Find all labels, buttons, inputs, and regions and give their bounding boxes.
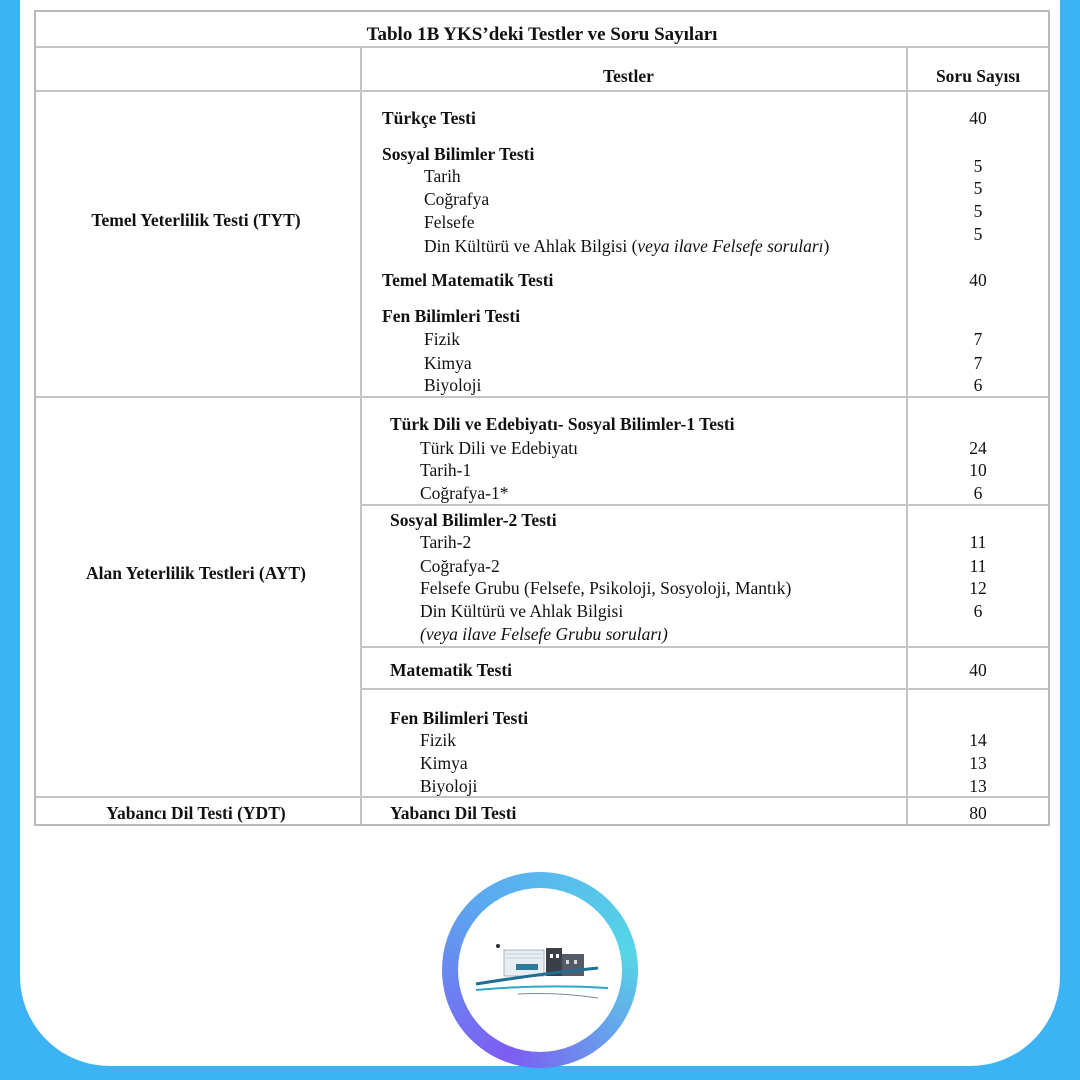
tyt-matematik-count: 40 (969, 270, 987, 290)
ydt-test: Yabancı Dil Testi (390, 803, 517, 823)
tyt-fizik: Fizik (424, 329, 460, 349)
ayt-fen: Fen Bilimleri Testi (390, 708, 529, 728)
tyt-cografya: Coğrafya (424, 189, 490, 209)
ayt-cografya1-count: 6 (973, 483, 983, 503)
tyt-kimya-count: 7 (973, 353, 983, 373)
ayt-sosyal2: Sosyal Bilimler-2 Testi (390, 510, 557, 530)
logo-ring (442, 872, 638, 1068)
tyt-felsefe-count: 5 (973, 201, 983, 221)
tyt-turkce-count: 40 (969, 108, 987, 128)
ayt-din-count: 6 (973, 601, 983, 621)
ayt-kimya-count: 13 (969, 753, 987, 773)
tyt-label: Temel Yeterlilik Testi (TYT) (91, 210, 301, 230)
table-title: Tablo 1B YKS’deki Testler ve Soru Sayıları (366, 24, 718, 45)
ayt-biyoloji-count: 13 (969, 776, 987, 796)
tyt-turkce: Türkçe Testi (382, 108, 476, 128)
ayt-biyoloji: Biyoloji (420, 776, 478, 796)
ayt-cografya1: Coğrafya-1* (420, 483, 509, 503)
yks-table (34, 10, 1050, 826)
ayt-turk-dili: Türk Dili ve Edebiyatı (420, 438, 578, 458)
tyt-kimya: Kimya (424, 353, 472, 373)
ayt-turk-dili-count: 24 (969, 438, 987, 458)
tyt-tarih: Tarih (424, 166, 461, 186)
tyt-matematik: Temel Matematik Testi (382, 270, 554, 290)
ayt-cografya2: Coğrafya-2 (420, 556, 500, 576)
ydt-label: Yabancı Dil Testi (YDT) (106, 803, 286, 823)
tyt-fen: Fen Bilimleri Testi (382, 306, 521, 326)
ayt-fizik-count: 14 (969, 730, 987, 750)
ayt-din-note: (veya ilave Felsefe Grubu soruları) (420, 624, 668, 644)
tyt-felsefe: Felsefe (424, 212, 475, 232)
ydt-count: 80 (969, 803, 987, 823)
tyt-cografya-count: 5 (973, 178, 983, 198)
ayt-tarih1-count: 10 (969, 460, 987, 480)
header-count: Soru Sayısı (935, 66, 1021, 86)
ayt-kimya: Kimya (420, 753, 468, 773)
ayt-edebiyat: Türk Dili ve Edebiyatı- Sosyal Bilimler-1 Testi (390, 414, 735, 434)
ayt-tarih2-count: 11 (969, 532, 987, 552)
tyt-tarih-count: 5 (973, 156, 983, 176)
tyt-din: Din Kültürü ve Ahlak Bilgisi (veya ilave Felsefe soruları) (424, 236, 830, 256)
ayt-felsefe-grubu-count: 12 (969, 578, 987, 598)
tyt-din-count: 5 (973, 224, 983, 244)
ayt-felsefe-grubu: Felsefe Grubu (Felsefe, Psikoloji, Sosyoloji, Mantık) (420, 578, 792, 598)
bridge-logo-icon (458, 888, 622, 1052)
ayt-din: Din Kültürü ve Ahlak Bilgisi (420, 601, 624, 621)
header-tests: Testler (603, 66, 654, 86)
ayt-label: Alan Yeterlilik Testleri (AYT) (86, 563, 306, 583)
ayt-tarih2: Tarih-2 (420, 532, 472, 552)
ayt-fizik: Fizik (420, 730, 456, 750)
ayt-cografya2-count: 11 (969, 556, 987, 576)
tyt-biyoloji-count: 6 (973, 375, 983, 395)
tyt-biyoloji: Biyoloji (424, 375, 482, 395)
ayt-matematik-count: 40 (969, 660, 987, 680)
ayt-matematik: Matematik Testi (390, 660, 513, 680)
tyt-sosyal: Sosyal Bilimler Testi (382, 144, 535, 164)
tyt-fizik-count: 7 (973, 329, 983, 349)
ayt-tarih1: Tarih-1 (420, 460, 472, 480)
